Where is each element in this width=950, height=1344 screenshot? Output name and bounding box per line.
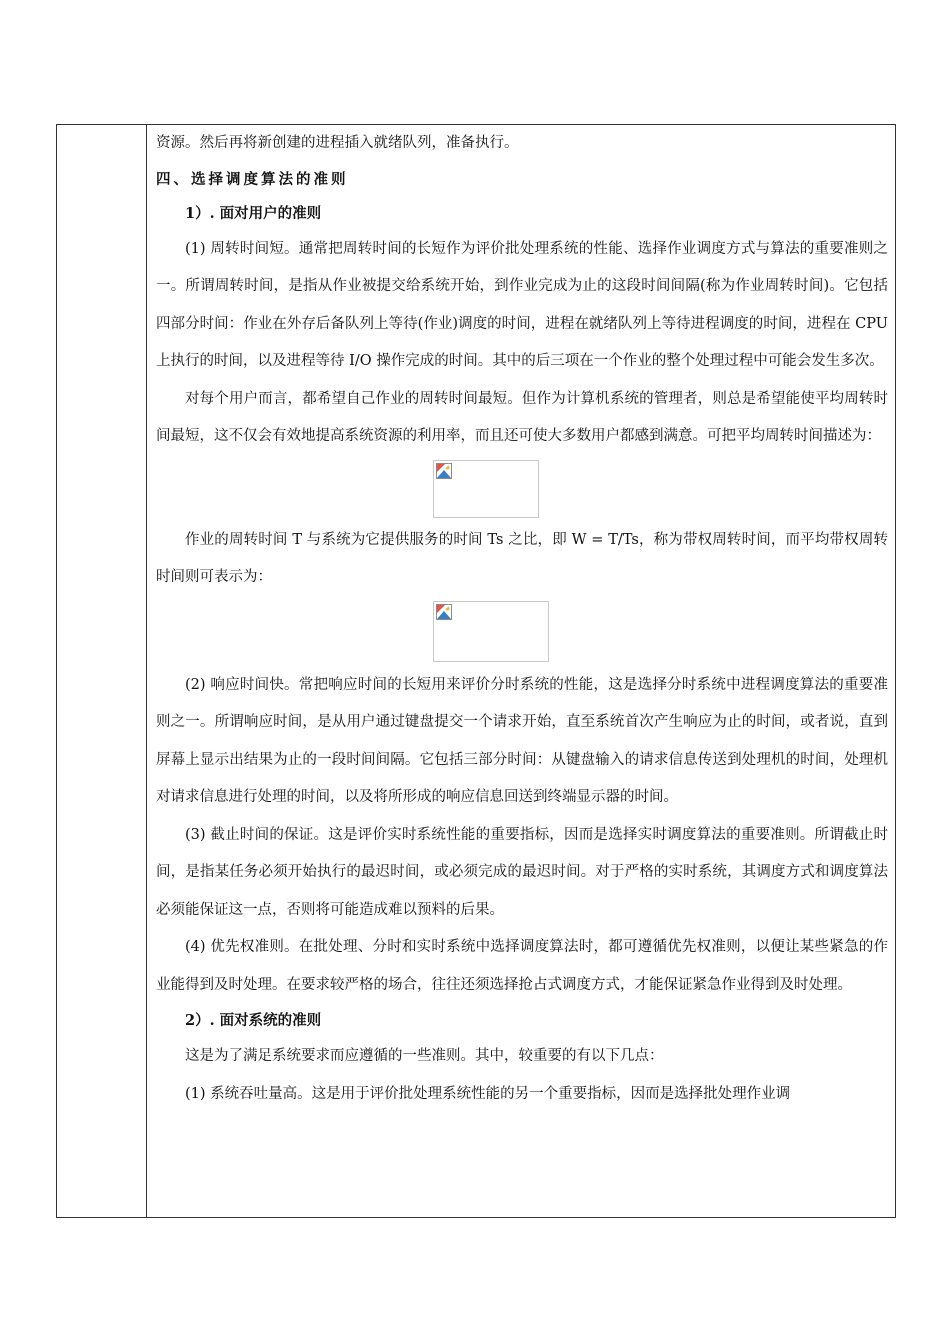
paragraph-deadline: (3) 截止时间的保证。这是评价实时系统性能的重要指标，因而是选择实时调度算法的重要准则。所谓截止时间，是指某任务必须开始执行的最迟时间，或必须完成的最迟时间。对于严格的实时系统，其调度方式和调度算法必须能保证这一点，否则将可能造成难以预料的后果。	[156, 826, 888, 918]
section-heading: 四、选择调度算法的准则	[156, 170, 349, 188]
formula-image-placeholder	[433, 460, 539, 518]
paragraph-turnaround-time: (1) 周转时间短。通常把周转时间的长短作为评价批处理系统的性能、选择作业调度方式与算法的重要准则之一。所谓周转时间，是指从作业被提交给系统开始，到作业完成为止的这段时间间隔(称为作业周转时间)。它包括四部分时间：作业在外存后备队列上等待(作业)调度的时间，进程在就绪队列上等待进程调度的时间，进程在 CPU 上执行的时间，以及进程等待 I/O 操作完成的时间。其中的后三项在一个作业的整个处理过程中可能会发生多次。	[156, 240, 888, 369]
paragraph-priority: (4) 优先权准则。在批处理、分时和实时系统中选择调度算法时，都可遵循优先权准则，以便让某些紧急的作业能得到及时处理。在要求较严格的场合，往往还须选择抢占式调度方式，才能保证紧急作业得到及时处理。	[156, 939, 888, 993]
paragraph-system-intro: 这是为了满足系统要求而应遵循的一些准则。其中，较重要的有以下几点：	[185, 1048, 664, 1064]
formula-average-turnaround	[156, 456, 888, 522]
formula-weighted-turnaround	[156, 597, 888, 667]
document-table	[56, 124, 896, 1218]
subsection-heading-user: 1）. 面对用户的准则	[185, 204, 322, 222]
paragraph-response-time: (2) 响应时间快。常把响应时间的长短用来评价分时系统的性能，这是选择分时系统中进程调度算法的重要准则之一。所谓响应时间，是从用户通过键盘提交一个请求开始，直至系统首次产生响应为止的时间，或者说，直到屏幕上显示出结果为止的一段时间间隔。它包括三部分时间：从键盘输入的请求信息传送到处理机的时间，处理机对请求信息进行处理的时间，以及将所形成的响应信息回送到终端显示器的时间。	[156, 676, 888, 805]
table-left-column	[57, 125, 147, 1217]
paragraph-throughput: (1) 系统吞吐量高。这是用于评价批处理系统性能的另一个重要指标，因而是选择批处理作业调	[185, 1085, 791, 1102]
paragraph-continuation: 资源。然后再将新创建的进程插入就绪队列，准备执行。	[156, 135, 519, 151]
formula-image-placeholder	[433, 601, 549, 662]
paragraph-weighted-turnaround: 作业的周转时间 T 与系统为它提供服务的时间 Ts 之比，即 W = T/Ts，称为带权周转时间，而平均带权周转时间则可表示为：	[156, 531, 888, 585]
broken-image-icon	[436, 463, 452, 479]
broken-image-icon	[436, 604, 452, 620]
subsection-heading-system: 2）. 面对系统的准则	[185, 1012, 322, 1029]
paragraph-average-turnaround: 对每个用户而言，都希望自己作业的周转时间最短。但作为计算机系统的管理者，则总是希望能使平均周转时间最短，这不仅会有效地提高系统资源的利用率，而且还可使大多数用户都感到满意。可把平均周转时间描述为：	[156, 390, 888, 444]
table-content-cell	[156, 125, 888, 1113]
